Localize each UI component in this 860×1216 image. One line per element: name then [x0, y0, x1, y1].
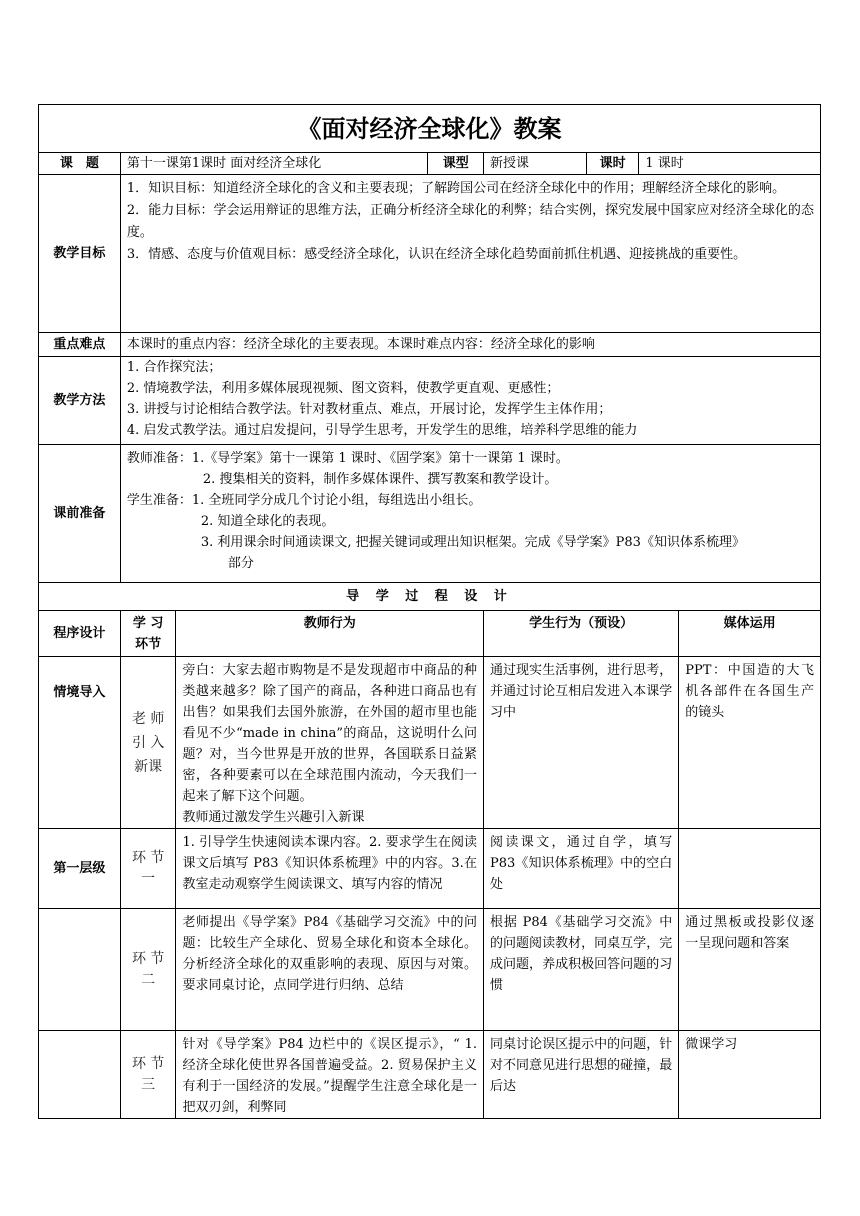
student-cell: 根据 P84《基础学习交流》中的问题阅读教材，同桌互学，完成问题，养成积极回答问题的习惯 — [484, 909, 679, 1031]
document-title: 《面对经济全球化》教案 — [39, 105, 821, 153]
goal-attitude: 3．情感、态度与价值观目标：感受经济全球化，认识在经济全球化趋势面前抓住机遇、迎接挑战的重要性。 — [126, 247, 747, 262]
teacher-text: 旁白：大家去超市购物是不是发现超市中商品的种类越来越多？除了国产的商品，各种进口商品也有出售？如果我们去国外旅游，在外国的超市里也能看见不少“made in china”的商品，这说明什么问题？对，当今世界是开放的世界，各国联系日益紧密，各种要素可以在全球范围内流动，今天我们一起来了解下这个问题。 — [182, 663, 478, 804]
prep-content — [120, 445, 820, 583]
method-item: 3. 讲授与讨论相结合教学法。针对教材重点、难点，开展讨论，发挥学生主体作用； — [126, 402, 612, 417]
column-header-row — [39, 611, 821, 657]
methods-row — [39, 357, 821, 445]
stage-cell: 环 节 二 — [120, 909, 176, 1031]
goals-row — [39, 175, 821, 333]
media-cell: 通过黑板或投影仪逐一呈现问题和答案 — [679, 909, 821, 1031]
student-cell: 同桌讨论误区提示中的问题，针对不同意见进行思想的碰撞，最后达 — [484, 1031, 679, 1119]
teacher-cell: 1. 引导学生快速阅读本课内容。2. 要求学生在阅读课文后填写 P83《知识体系梳理》中的内容。3.在教室走动观察学生阅读课文、填写内容的情况 — [176, 829, 484, 909]
hours-value: 1 课时 — [639, 153, 821, 175]
method-item: 2. 情境教学法，利用多媒体展现视频、图文资料，使教学更直观、更感性； — [126, 381, 560, 396]
keypoints-label: 重点难点 — [39, 333, 121, 357]
media-cell — [679, 829, 821, 909]
title-row — [39, 105, 821, 153]
keypoints-row — [39, 333, 821, 357]
prep-line: 3. 利用课余时间通读课文, 把握关键词或理出知识框架。完成《导学案》P83《知识体系梳理》 — [200, 535, 745, 550]
col-stage-header: 学 习 环节 — [120, 611, 176, 657]
stage-cell: 环 节 三 — [120, 1031, 176, 1119]
design-cell — [39, 1031, 121, 1119]
col-student-header: 学生行为（预设） — [484, 611, 679, 657]
prep-line: 学生准备：1. 全班同学分成几个讨论小组，每组选出小组长。 — [126, 493, 482, 508]
type-value: 新授课 — [484, 153, 587, 175]
methods-label: 教学方法 — [39, 357, 121, 445]
media-cell: PPT：中国造的大飞机各部件在各国生产的镜头 — [679, 657, 821, 829]
process-row — [39, 657, 821, 829]
goal-ability: 2．能力目标：学会运用辩证的思维方法，正确分析经济全球化的利弊；结合实例，探究发展中国家应对经济全球化的态度。 — [126, 203, 814, 240]
prep-line: 2. 知道全球化的表现。 — [200, 514, 335, 529]
col-media-header: 媒体运用 — [679, 611, 821, 657]
methods-content — [120, 357, 820, 445]
type-label: 课型 — [428, 153, 484, 175]
design-cell: 第一层级 — [39, 829, 121, 909]
goals-label: 教学目标 — [39, 175, 121, 333]
keypoints-content: 本课时的重点内容：经济全球化的主要表现。本课时难点内容：经济全球化的影响 — [120, 333, 820, 357]
student-cell: 阅读课文，通过自学，填写 P83《知识体系梳理》中的空白处 — [484, 829, 679, 909]
topic-value: 第十一课第1课时 面对经济全球化 — [120, 153, 428, 175]
prep-line: 2. 搜集相关的资料，制作多媒体课件、撰写教案和教学设计。 — [202, 472, 558, 487]
topic-label: 课 题 — [39, 153, 121, 175]
hours-label: 课时 — [586, 153, 638, 175]
media-cell: 微课学习 — [679, 1031, 821, 1119]
design-cell — [39, 909, 121, 1031]
process-heading-row — [39, 583, 821, 611]
stage-cell: 老 师 引 入 新课 — [120, 657, 176, 829]
info-row — [39, 153, 821, 175]
col-design-header: 程序设计 — [39, 611, 121, 657]
method-item: 1. 合作探究法； — [126, 360, 222, 375]
process-row — [39, 909, 821, 1031]
prep-row — [39, 445, 821, 583]
teacher-note: 教师通过激发学生兴趣引入新课 — [182, 810, 365, 825]
teacher-cell: 针对《导学案》P84 边栏中的《误区提示》，“ 1. 经济全球化使世界各国普遍受益。2. 贸易保护主义有利于一国经济的发展。”提醒学生注意全球化是一把双刃剑，利弊同 — [176, 1031, 484, 1119]
process-row — [39, 1031, 821, 1119]
stage-cell: 环 节 一 — [120, 829, 176, 909]
process-row — [39, 829, 821, 909]
process-heading: 导 学 过 程 设 计 — [39, 583, 821, 611]
teacher-cell — [176, 657, 484, 829]
student-cell: 通过现实生活事例，进行思考，并通过讨论互相启发进入本课学习中 — [484, 657, 679, 829]
teacher-cell: 老师提出《导学案》P84《基础学习交流》中的问题：比较生产全球化、贸易全球化和资本全球化。分析经济全球化的双重影响的表现、原因与对策。要求同桌讨论，点同学进行归纳、总结 — [176, 909, 484, 1031]
goal-knowledge: 1．知识目标：知道经济全球化的含义和主要表现；了解跨国公司在经济全球化中的作用；理解经济全球化的影响。 — [126, 181, 786, 196]
prep-label: 课前准备 — [39, 445, 121, 583]
prep-line: 教师准备：1.《导学案》第十一课第 1 课时、《固学案》第十一课第 1 课时。 — [126, 451, 569, 466]
prep-line: 部分 — [227, 556, 254, 571]
col-teacher-header: 教师行为 — [176, 611, 484, 657]
design-cell: 情境导入 — [39, 657, 121, 829]
method-item: 4. 启发式教学法。通过启发提问，引导学生思考，开发学生的思维，培养科学思维的能力 — [126, 423, 638, 438]
goals-content — [120, 175, 820, 333]
lesson-plan-table — [38, 104, 821, 1119]
